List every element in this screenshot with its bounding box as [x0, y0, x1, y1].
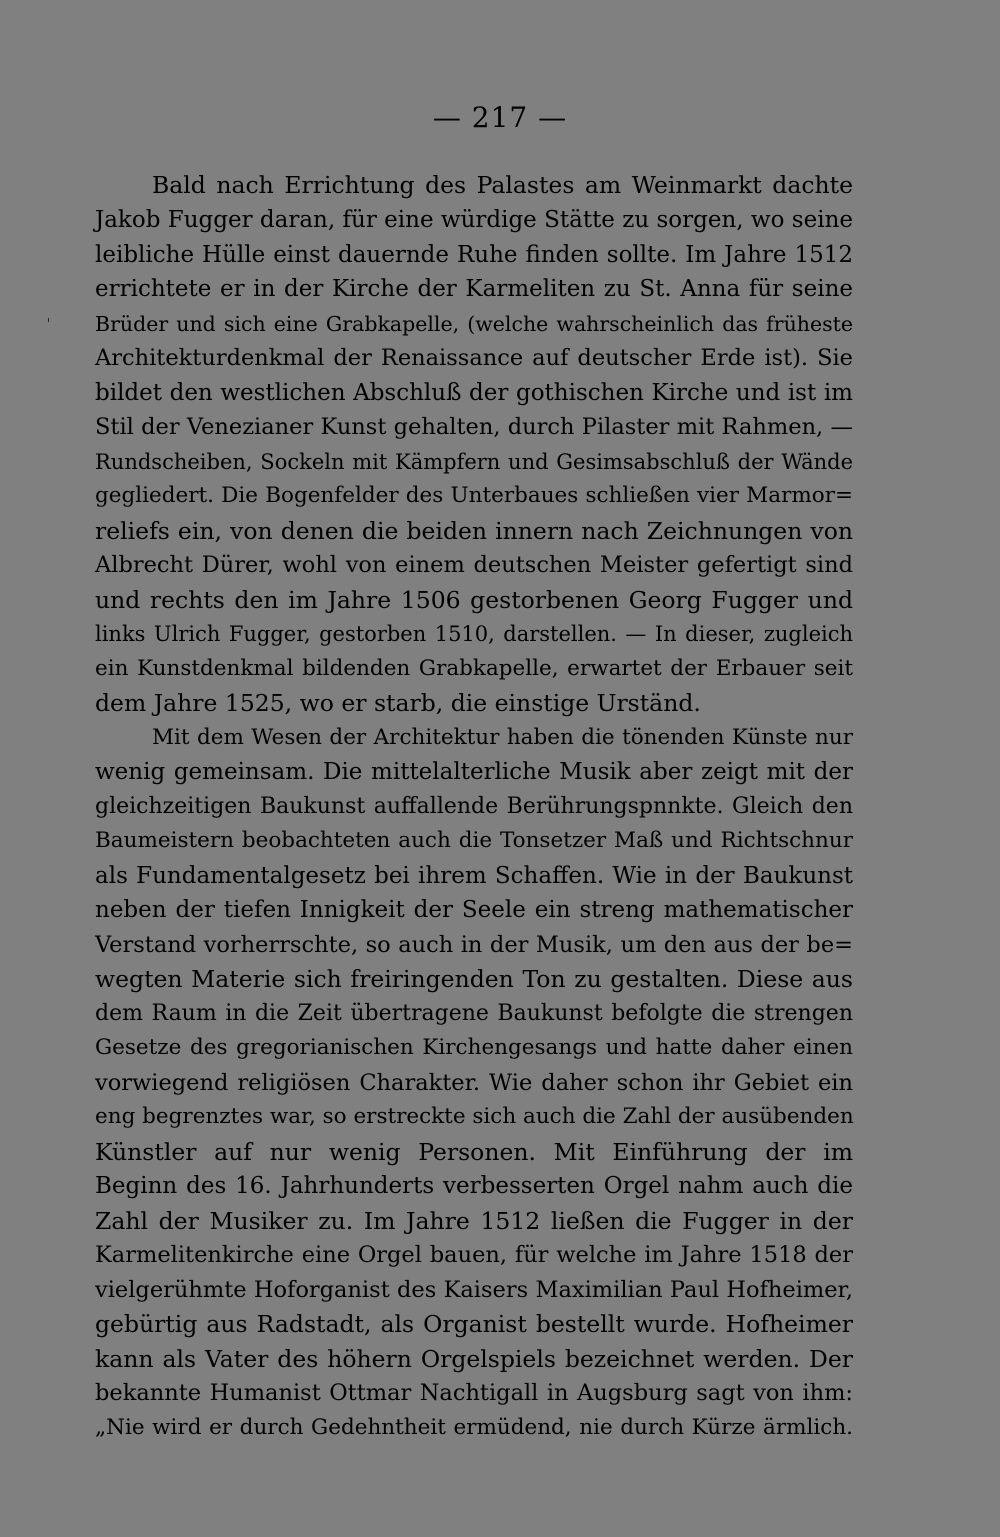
text-line: links Ulrich Fugger, gestorben 1510, darstellen. — In dieser, zugleich: [95, 622, 853, 646]
text-line: Rundscheiben, Sockeln mit Kämpfern und Gesimsabschluß der Wände: [95, 450, 853, 474]
text-line: Mit dem Wesen der Architektur haben die tönenden Künste nur: [152, 725, 853, 750]
text-line: Künstler auf nur wenig Personen. Mit Einführung der im: [95, 1138, 853, 1166]
text-line: gegliedert. Die Bogenfelder des Unterbaues schließen vier Marmor=: [95, 483, 853, 508]
page-number: — 217 —: [432, 101, 568, 134]
text-line: Verstand vorherrschte, so auch in der Musik, um den aus der be=: [95, 932, 853, 958]
text-line: Bald nach Errichtung des Palastes am Weinmarkt dachte: [152, 171, 853, 199]
text-line: und rechts den im Jahre 1506 gestorbenen Georg Fugger und: [95, 586, 853, 614]
text-line: Architekturdenkmal der Renaissance auf deutscher Erde ist). Sie: [95, 345, 853, 371]
text-line: Baumeistern beobachteten auch die Tonsetzer Maß und Richtschnur: [95, 828, 853, 853]
text-line: als Fundamentalgesetz bei ihrem Schaffen. Wie in der Baukunst: [95, 863, 853, 889]
text-line: Beginn des 16. Jahrhunderts verbesserten Orgel nahm auch die: [95, 1173, 853, 1199]
text-line: kann als Vater des höhern Orgelspiels bezeichnet werden. Der: [95, 1345, 853, 1373]
text-line: errichtete er in der Kirche der Karmeliten zu St. Anna für seine: [95, 276, 853, 302]
text-line: wenig gemeinsam. Die mittelalterliche Musik aber zeigt mit der: [95, 759, 853, 785]
text-line: vielgerühmte Hoforganist des Kaisers Maximilian Paul Hofheimer,: [95, 1277, 853, 1303]
text-line: wegten Materie sich freiringenden Ton zu gestalten. Diese aus: [95, 965, 853, 993]
text-line: Brüder und sich eine Grabkapelle, (welche wahrscheinlich das früheste: [95, 312, 853, 336]
text-line: bildet den westlichen Abschluß der gothischen Kirche und ist im: [95, 380, 853, 406]
text-line: „Nie wird er durch Gedehntheit ermüdend, nie durch Kürze ärmlich.: [95, 1415, 853, 1440]
text-line: Jakob Fugger daran, für eine würdige Stätte zu sorgen, wo seine: [95, 207, 853, 233]
text-line: gleichzeitigen Baukunst auffallende Berührungspnnkte. Gleich den: [95, 794, 853, 819]
text-line: Albrecht Dürer, wohl von einem deutschen Meister gefertigt sind: [95, 552, 853, 578]
text-line: Stil der Venezianer Kunst gehalten, durch Pilaster mit Rahmen, —: [95, 414, 853, 440]
text-line: eng begrenztes war, so erstreckte sich auch die Zahl der ausübenden: [95, 1104, 854, 1129]
text-line: leibliche Hülle einst dauernde Ruhe finden sollte. Im Jahre 1512: [95, 242, 853, 268]
text-line: Zahl der Musiker zu. Im Jahre 1512 ließen die Fugger in der: [95, 1207, 853, 1235]
text-line: gebürtig aus Radstadt, als Organist bestellt wurde. Hofheimer: [95, 1310, 853, 1338]
text-line: neben der tiefen Innigkeit der Seele ein streng mathematischer: [95, 897, 853, 923]
text-line: Karmelitenkirche eine Orgel bauen, für welche im Jahre 1518 der: [95, 1242, 853, 1268]
margin-speck: [48, 318, 49, 322]
text-line: bekannte Humanist Ottmar Nachtigall in Augsburg sagt von ihm:: [95, 1380, 853, 1406]
text-line: reliefs ein, von denen die beiden innern nach Zeichnungen von: [95, 517, 853, 545]
text-line: Gesetze des gregorianischen Kirchengesangs und hatte daher einen: [95, 1035, 853, 1060]
text-line: dem Jahre 1525, wo er starb, die einstige Urständ.: [95, 689, 701, 717]
text-line: vorwiegend religiösen Charakter. Wie daher schon ihr Gebiet ein: [95, 1070, 853, 1096]
text-line: ein Kunstdenkmal bildenden Grabkapelle, erwartet der Erbauer seit: [95, 656, 853, 681]
text-line: dem Raum in die Zeit übertragene Baukunst befolgte die strengen: [95, 1001, 853, 1026]
